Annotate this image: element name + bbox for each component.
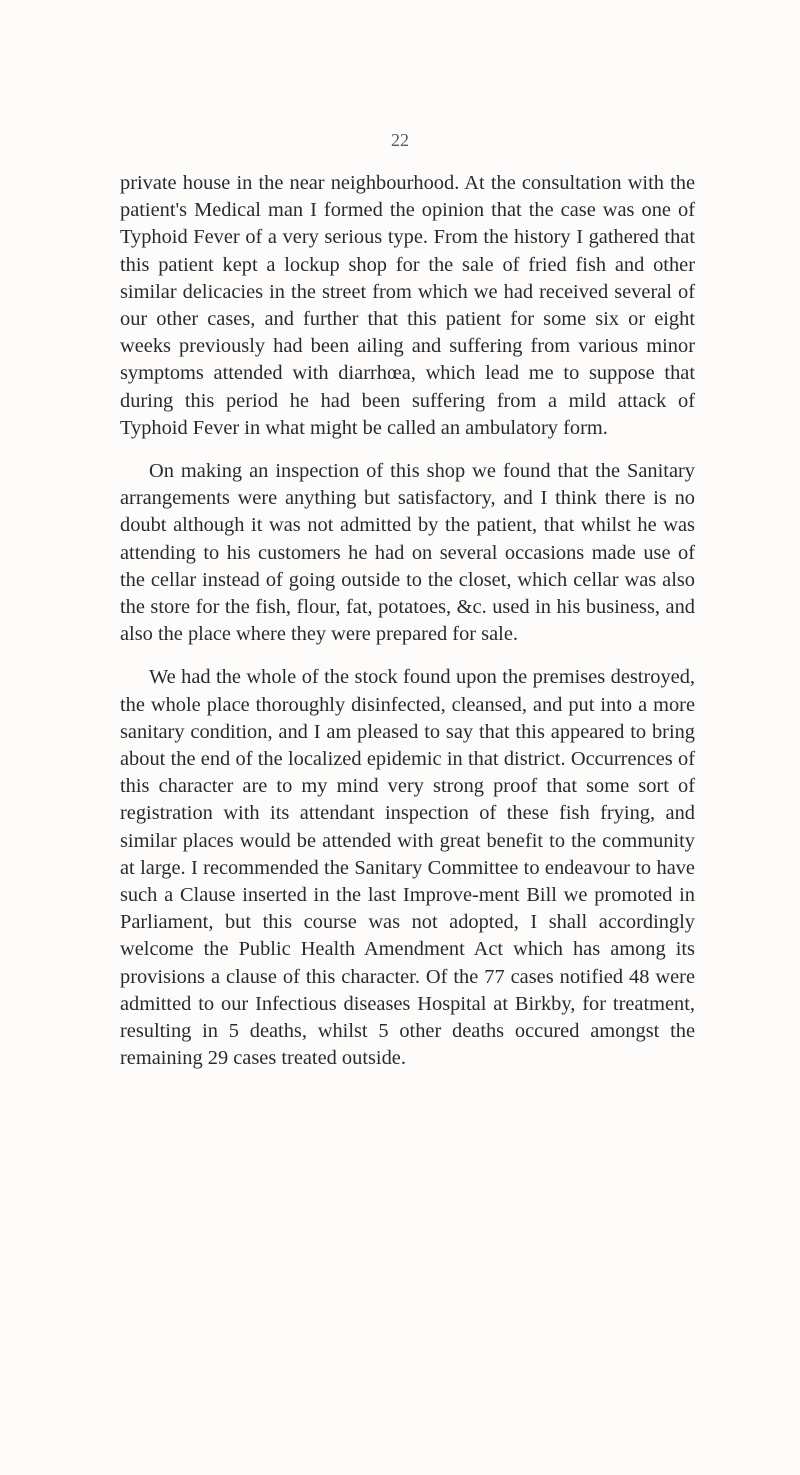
body-text [120, 170, 695, 1089]
paragraph-outcome: We had the whole of the stock found upon the premises destroyed, the whole place thoroughly disinfected, cleansed, and put into a more sanitary condition, and I am pleased to say that this appeared to bring about the end of the localized epidemic in that district. Occurrences of this character are to my mind very strong proof that some sort of registration with its attendant inspection of these fish frying, and similar places would be attended with great benefit to the community at large. I recommended the Sanitary Committee to endeavour to have such a Clause inserted in the last Improve-ment Bill we promoted in Parliament, but this course was not adopted, I shall accordingly welcome the Public Health Amendment Act which has among its provisions a clause of this character. Of the 77 cases notified 48 were admitted to our Infectious diseases Hospital at Birkby, for treatment, resulting in 5 deaths, whilst 5 other deaths occured amongst the remaining 29 cases treated outside. [120, 666, 695, 1070]
page-number: 22 [391, 130, 409, 150]
paragraph-shop-inspection: On making an inspection of this shop we found that the Sanitary arrangements were anything but satisfactory, and I think there is no doubt although it was not admitted by the patient, that whilst he was attending to his customers he had on several occasions made use of the cellar instead of going outside to the closet, which cellar was also the store for the fish, flour, fat, potatoes, &c. used in his business, and also the place where they were prepared for sale. [120, 460, 695, 646]
paragraph-continuation: private house in the near neighbourhood. At the consultation with the patient's Medical man I formed the opinion that the case was one of Typhoid Fever of a very serious type. From the history I gathered that this patient kept a lockup shop for the sale of fried fish and other similar delicacies in the street from which we had received several of our other cases, and further that this patient for some six or eight weeks previously had been ailing and suffering from various minor symptoms attended with diarrhœa, which lead me to suppose that during this period he had been suffering from a mild attack of Typhoid Fever in what might be called an ambulatory form. [120, 172, 695, 439]
